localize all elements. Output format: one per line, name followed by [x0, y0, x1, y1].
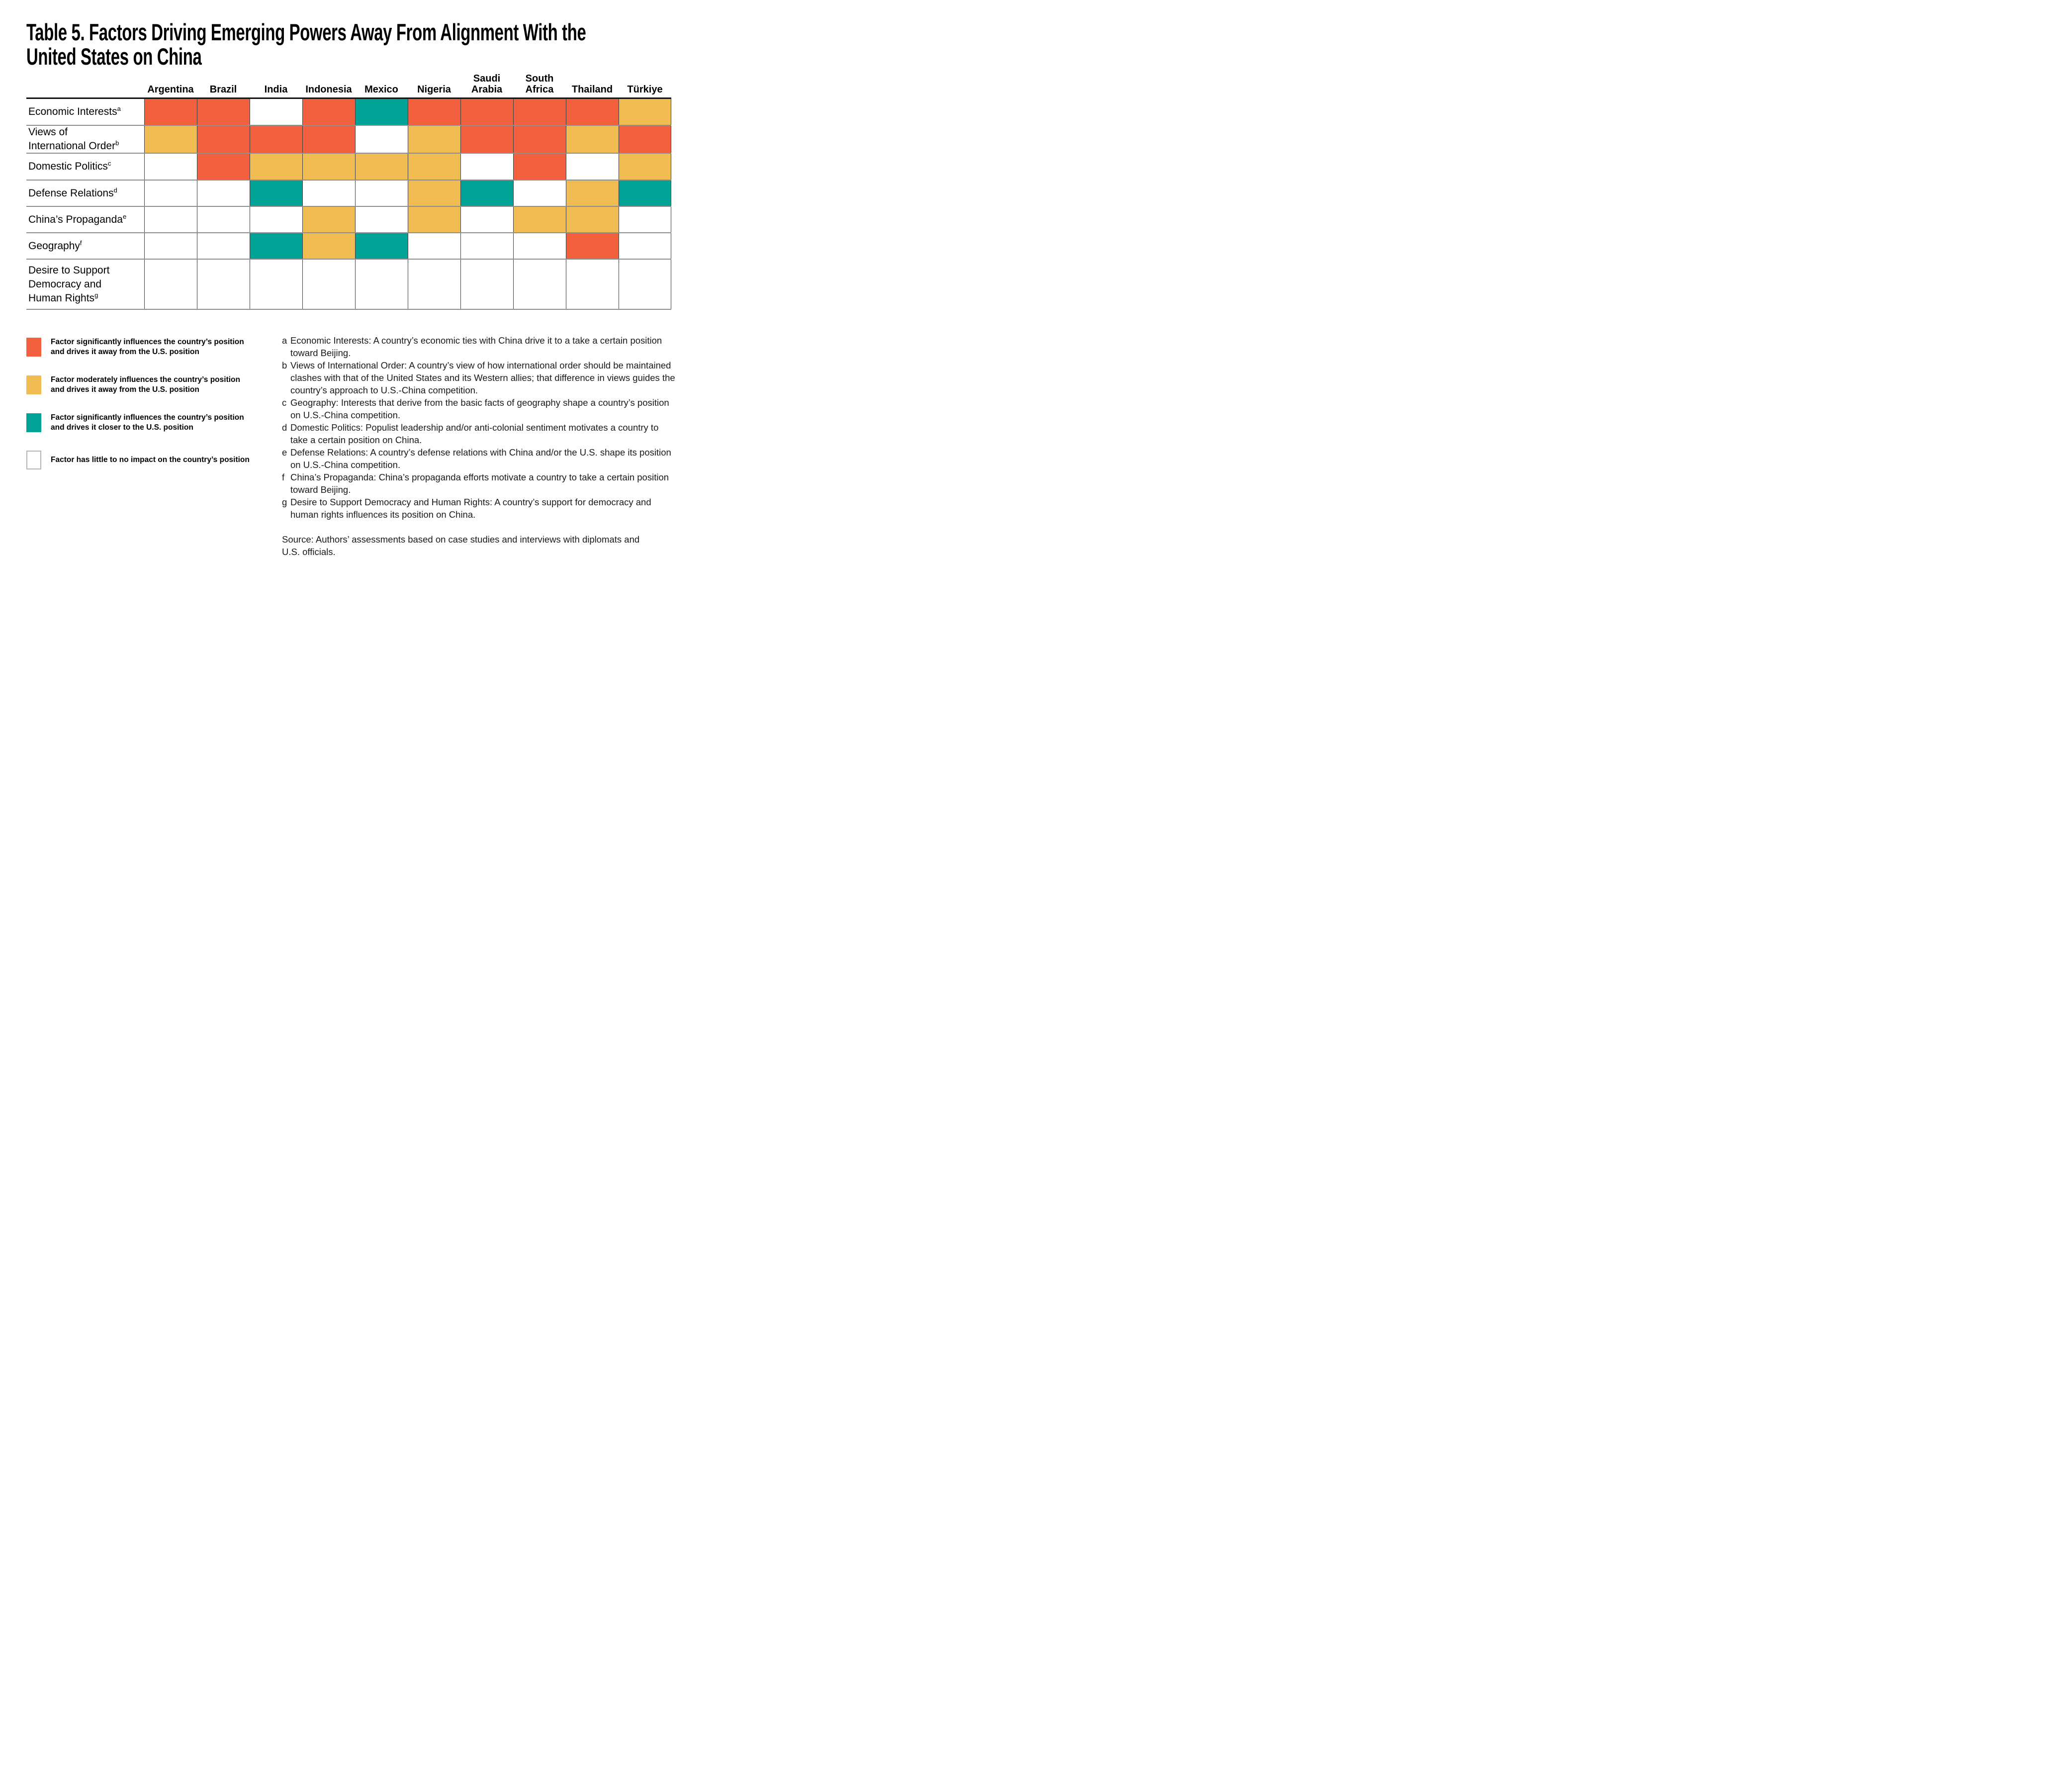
footnote-marker: b [115, 139, 119, 147]
heatmap-cell [355, 260, 408, 309]
heatmap-cell [619, 99, 671, 125]
row-label: Economic Interests$^a$ [28, 105, 121, 117]
heatmap-cell [302, 260, 355, 309]
column-header-south-africa: South Africa [525, 73, 554, 95]
heatmap-cell [355, 154, 408, 180]
heatmap-cell [250, 181, 302, 206]
heatmap-cell [566, 99, 619, 125]
heatmap-cell [460, 126, 513, 153]
footnote-marker: c [107, 160, 111, 167]
footnote-text: China’s Propaganda: China’s propaganda efforts motivate a country to take a certain position toward Beijing. [290, 472, 669, 495]
heatmap-cell [619, 181, 671, 206]
table-row [26, 99, 671, 126]
heatmap-cell [144, 181, 197, 206]
heatmap-cell [197, 181, 250, 206]
table-header-row [26, 65, 671, 99]
column-header-brazil: Brazil [209, 84, 237, 95]
heatmap-cell [302, 154, 355, 180]
column-header-argentina: Argentina [147, 84, 194, 95]
heatmap-cell [250, 260, 302, 309]
heatmap-cell [566, 154, 619, 180]
heatmap-cell [144, 233, 197, 259]
heatmap-cell [197, 207, 250, 232]
heatmap-cell [566, 260, 619, 309]
legend-item [26, 451, 285, 469]
heatmap-cell [460, 260, 513, 309]
footnote-marker: f [80, 239, 82, 247]
table-title-line-2: United States on China [26, 43, 202, 70]
heatmap-cell [302, 233, 355, 259]
legend-swatch-icon [26, 338, 41, 357]
heatmap-cell [460, 233, 513, 259]
heatmap-cell [619, 260, 671, 309]
heatmap-cell [302, 99, 355, 125]
footnote-marker: a [117, 105, 121, 112]
footnote-text: Views of International Order: A country’s view of how international order should be maintained clashes with that of the United States and its Western allies; that difference in views guides the country’s approach to U.S.-China competition. [290, 360, 675, 395]
column-header-indonesia: Indonesia [305, 84, 352, 95]
table-row [26, 154, 671, 181]
heatmap-cell [408, 154, 460, 180]
heatmap-cell [197, 99, 250, 125]
legend-item [26, 375, 285, 395]
footnote-item [282, 396, 680, 421]
factors-heatmap-table [26, 65, 671, 310]
heatmap-cell [355, 181, 408, 206]
footnote-item [282, 496, 680, 521]
heatmap-cell [144, 260, 197, 309]
heatmap-cell [302, 207, 355, 232]
heatmap-cell [566, 181, 619, 206]
legend-item [26, 413, 285, 433]
heatmap-cell [144, 154, 197, 180]
footnote-item [282, 359, 680, 396]
table-row [26, 207, 671, 233]
column-header-india: India [264, 84, 288, 95]
heatmap-cell [302, 126, 355, 153]
column-header-t-rkiye: Türkiye [627, 84, 663, 95]
source-note: Source: Authors’ assessments based on case studies and interviews with diplomats and U.S. officials. [282, 534, 640, 557]
footnote-text: Desire to Support Democracy and Human Rights: A country’s support for democracy and human rights influences its position on China. [290, 497, 651, 520]
heatmap-cell [513, 233, 566, 259]
table-title [26, 20, 586, 69]
heatmap-cell [408, 181, 460, 206]
footnote-letter: g [282, 497, 287, 507]
heatmap-cell [619, 126, 671, 153]
footnote-letter: d [282, 422, 287, 433]
heatmap-cell [408, 126, 460, 153]
heatmap-cell [619, 207, 671, 232]
column-header-saudi-arabia: Saudi Arabia [471, 73, 503, 95]
heatmap-cell [566, 233, 619, 259]
heatmap-cell [197, 126, 250, 153]
legend-swatch-icon [26, 413, 41, 432]
footnote-marker: e [122, 212, 127, 220]
heatmap-cell [250, 126, 302, 153]
heatmap-cell [250, 154, 302, 180]
footnote-item [282, 421, 680, 446]
heatmap-cell [619, 154, 671, 180]
heatmap-cell [302, 181, 355, 206]
column-header-nigeria: Nigeria [417, 84, 451, 95]
heatmap-cell [513, 99, 566, 125]
legend-swatch-icon [26, 375, 41, 394]
table-row [26, 260, 671, 310]
column-header-thailand: Thailand [571, 84, 613, 95]
footnote-text: Domestic Politics: Populist leadership and/or anti-colonial sentiment motivates a country to take a certain position on China. [290, 422, 659, 445]
footnote-text: Geography: Interests that derive from the basic facts of geography shape a country’s position on U.S.-China competition. [290, 397, 669, 420]
footnote-letter: e [282, 447, 287, 458]
footnote-item [282, 446, 680, 471]
footnote-text: Economic Interests: A country’s economic ties with China drive it to a take a certain position toward Beijing. [290, 335, 662, 358]
heatmap-cell [197, 260, 250, 309]
footnote-letter: f [282, 472, 285, 482]
row-label: Geography$^f$ [28, 239, 82, 252]
heatmap-cell [513, 207, 566, 232]
heatmap-cell [355, 126, 408, 153]
heatmap-cell [408, 99, 460, 125]
heatmap-cell [250, 233, 302, 259]
row-label: China’s Propaganda$^e$ [28, 212, 127, 225]
table-row [26, 233, 671, 260]
heatmap-cell [355, 233, 408, 259]
row-label: Views of International Order$^b$ [28, 126, 119, 152]
row-label: Domestic Politics$^c$ [28, 160, 111, 172]
legend-label: Factor significantly influences the country’s position and drives it away from the U.S. position [51, 338, 244, 356]
footnote-item [282, 334, 680, 359]
heatmap-cell [513, 154, 566, 180]
heatmap-cell [144, 126, 197, 153]
heatmap-cell [250, 207, 302, 232]
heatmap-cell [513, 260, 566, 309]
legend-swatch-icon [26, 451, 41, 469]
row-label: Desire to Support Democracy and Human Rights$^g$ [28, 264, 110, 304]
footnotes [282, 334, 680, 558]
table-title-line-1: Table 5. Factors Driving Emerging Powers Away From Alignment With the [26, 19, 586, 45]
heatmap-cell [408, 233, 460, 259]
heatmap-cell [250, 99, 302, 125]
heatmap-cell [355, 99, 408, 125]
table-body [26, 99, 671, 310]
footnote-item [282, 471, 680, 496]
heatmap-cell [197, 154, 250, 180]
heatmap-cell [460, 207, 513, 232]
footnote-letter: c [282, 397, 287, 408]
footnote-text: Defense Relations: A country’s defense relations with China and/or the U.S. shape its position on U.S.-China competition. [290, 447, 671, 470]
heatmap-cell [619, 233, 671, 259]
footnote-marker: g [94, 291, 98, 299]
legend-item [26, 337, 285, 357]
heatmap-cell [144, 207, 197, 232]
footnote-letter: b [282, 360, 287, 371]
row-label: Defense Relations$^d$ [28, 186, 117, 199]
heatmap-cell [513, 181, 566, 206]
heatmap-cell [355, 207, 408, 232]
footnote-list [282, 334, 680, 521]
column-header-mexico: Mexico [364, 84, 398, 95]
legend-label: Factor has little to no impact on the country’s position [51, 456, 250, 464]
table-row [26, 126, 671, 154]
footnote-letter: a [282, 335, 287, 346]
heatmap-cell [460, 154, 513, 180]
heatmap-cell [460, 99, 513, 125]
heatmap-cell [408, 260, 460, 309]
heatmap-cell [566, 126, 619, 153]
legend-label: Factor moderately influences the country’s position and drives it away from the U.S. position [51, 375, 240, 394]
heatmap-cell [197, 233, 250, 259]
legend [26, 337, 285, 487]
heatmap-cell [408, 207, 460, 232]
heatmap-cell [566, 207, 619, 232]
footnote-marker: d [113, 186, 117, 194]
heatmap-cell [144, 99, 197, 125]
heatmap-cell [460, 181, 513, 206]
heatmap-cell [513, 126, 566, 153]
table-row [26, 181, 671, 207]
legend-label: Factor significantly influences the country’s position and drives it closer to the U.S. position [51, 413, 244, 432]
